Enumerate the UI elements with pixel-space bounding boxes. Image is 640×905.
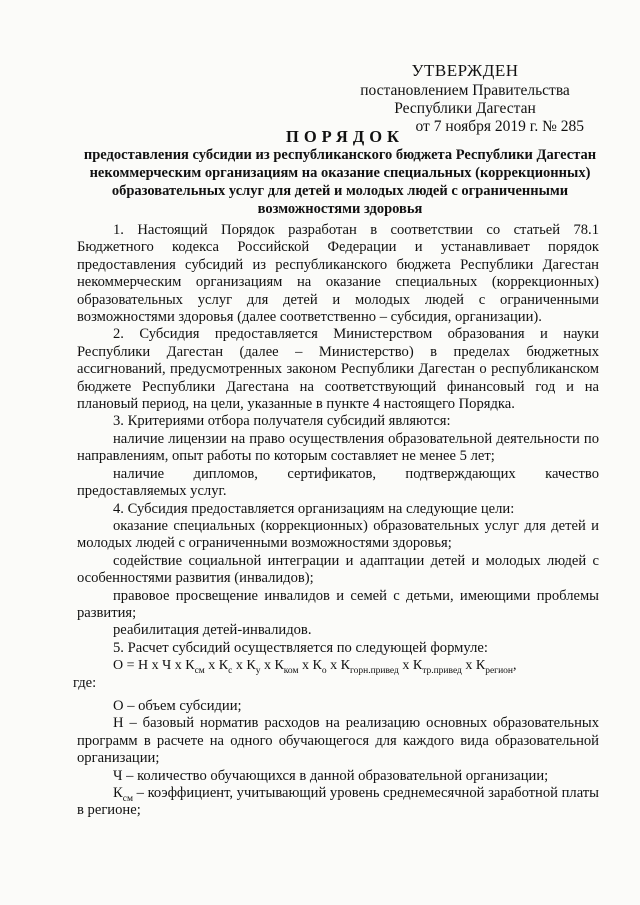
paragraph-4-goal-4: реабилитация детей-инвалидов. (113, 622, 312, 639)
paragraph-4-goal-2: содействие социальной интеграции и адаптации детей и молодых людей с особенностями развития (инвалидов); (77, 552, 599, 587)
paragraph-3-criterion-2: наличие дипломов, сертификатов, подтверждающих качество предоставляемых услуг. (77, 465, 599, 500)
approval-stamp (330, 62, 600, 136)
approval-title: УТВЕРЖДЕН (411, 61, 519, 80)
paragraph-5: 5. Расчет субсидий осуществляется по следующей формуле: (113, 639, 488, 656)
document-heading: ПОРЯДОК (286, 127, 404, 146)
formula: О = Н х Ч х $К_{см}$ х $К_с$ х $К_у$ х $К_{ком}$ х $К_о$ х $К_{горн.привед}$ х $К_{тр.привед}$ х $К_{регион}$, (113, 658, 517, 676)
paragraph-3: 3. Критериями отбора получателя субсидий являются: (113, 413, 451, 430)
where-label: где: (73, 674, 97, 691)
paragraph-2: 2. Субсидия предоставляется Министерством образования и науки Республики Дагестан (далее – Министерство) в пределах бюджетных ассигнований, предусмотренных законом Республики Дагестан о республиканском бюджете Республики Дагестана на соответствующий финансовый год и на плановый период, на цели, указанные в пункте 4 настоящего Порядка. (77, 326, 599, 413)
approval-line-3: Республики Дагестан (394, 100, 536, 117)
definition-o: О – объем субсидии; (113, 697, 242, 714)
definition-ch: Ч – количество обучающихся в данной образовательной организации; (113, 767, 549, 784)
paragraph-4-goal-3: правовое просвещение инвалидов и семей с детьми, имеющими проблемы развития; (77, 587, 599, 621)
definition-ksm: $К_{см}$ – коэффициент, учитывающий уровень среднемесячной заработной платы в регионе; (77, 785, 599, 819)
definition-n: Н – базовый норматив расходов на реализацию основных образовательных программ в расчете на одного обучающегося для каждого вида образовательной организации; (77, 715, 599, 767)
paragraph-1: 1. Настоящий Порядок разработан в соответствии со статьей 78.1 Бюджетного кодекса Российской Федерации и устанавливает порядок предоставления субсидий из республиканского бюджета Республики Дагестан некоммерческим организациям на оказание специальных (коррекционных) образовательных услуг для детей и молодых людей с ограниченными возможностями здоровья (далее соответственно – субсидия, организации). (77, 222, 599, 326)
document-title: предоставления субсидии из республиканского бюджета Республики Дагестан некоммерческим организациям на оказание специальных (коррекционных) образовательных услуг для детей и молодых людей с ограниченными возможностями здоровья (83, 147, 597, 217)
document-body (73, 222, 599, 820)
paragraph-3-criterion-1: наличие лицензии на право осуществления образовательной деятельности по направлениям, опыт работы по которым составляет не менее 5 лет; (77, 430, 599, 465)
paragraph-4-goal-1: оказание специальных (коррекционных) образовательных услуг для детей и молодых людей с ограниченными возможностями здоровья; (77, 517, 599, 552)
approval-line-4: от 7 ноября 2019 г. № 285 (415, 118, 584, 135)
approval-line-2: постановлением Правительства (360, 82, 570, 99)
paragraph-4: 4. Субсидия предоставляется организациям на следующие цели: (113, 500, 515, 517)
